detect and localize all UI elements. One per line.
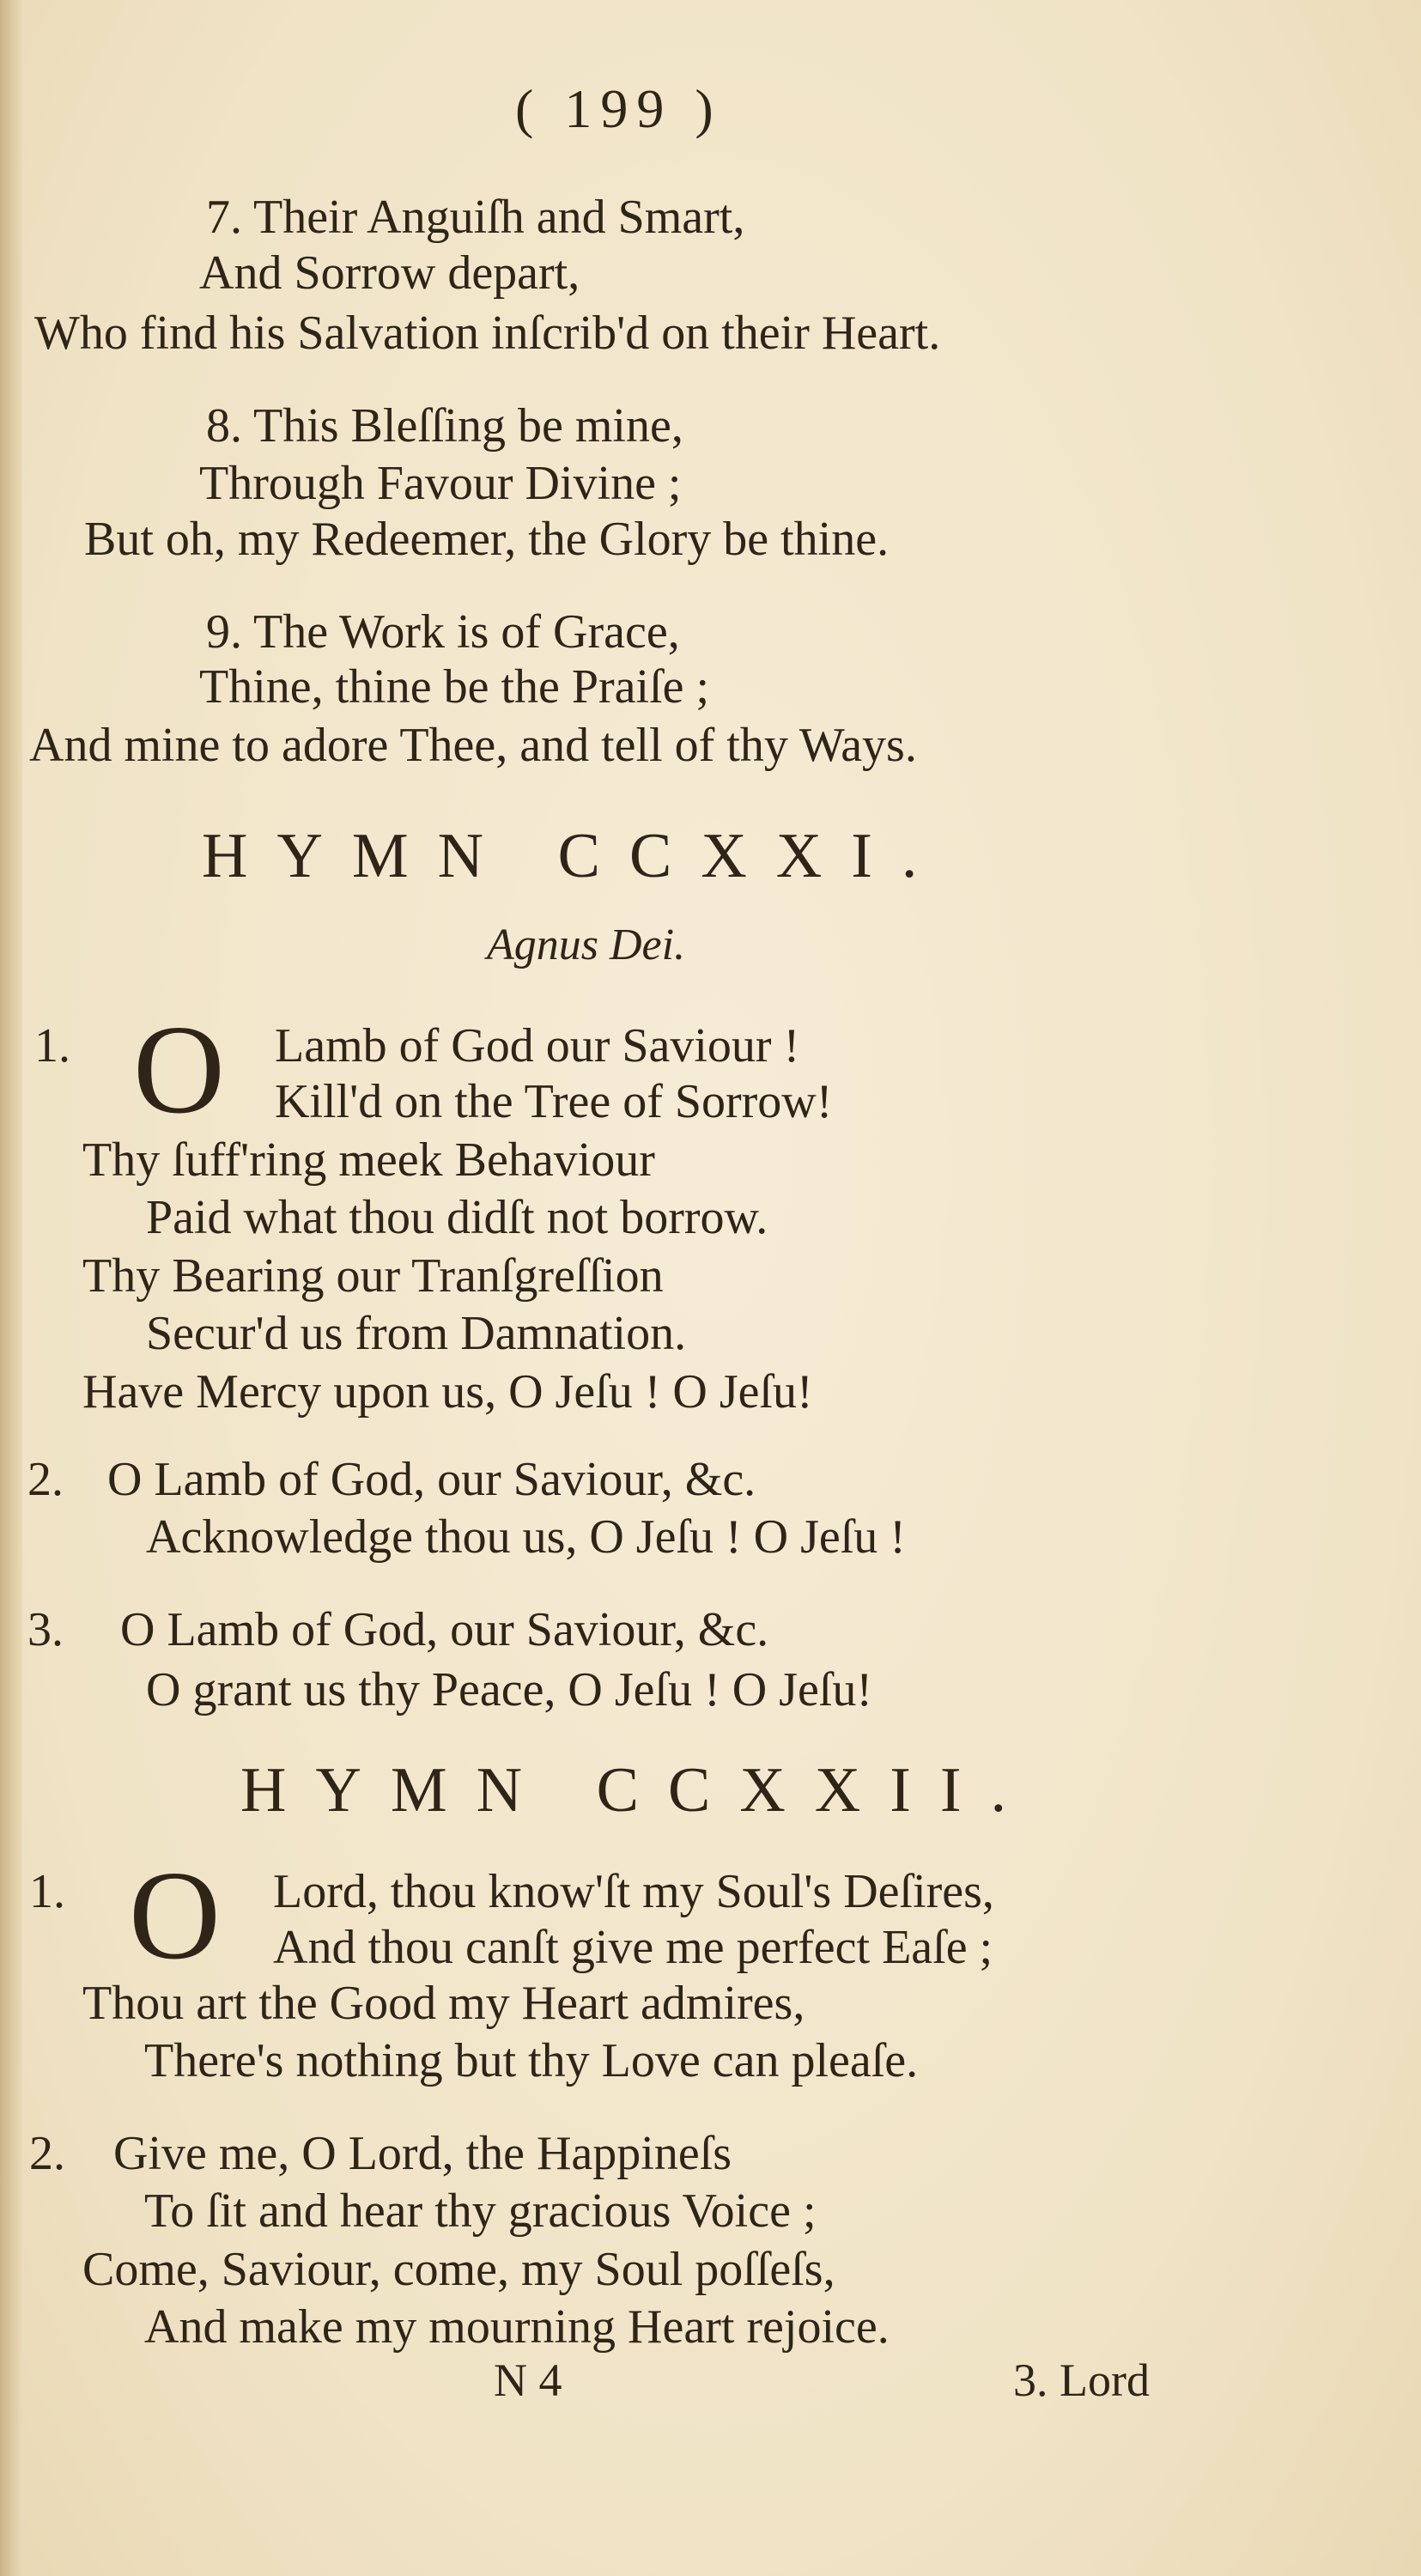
hymn-222-v1-line-4: There's nothing but thy Love can pleaſe. <box>144 2034 919 2087</box>
hymn-221-v1-line-3: Thy ſuff'ring meek Behaviour <box>82 1133 655 1187</box>
hymn-221-v1-line-7: Have Mercy upon us, O Jeſu ! O Jeſu! <box>82 1365 813 1419</box>
hymn-222-v2-line-3: Come, Saviour, come, my Soul poſſeſs, <box>82 2243 835 2296</box>
hymn-221-v2-line-1: O Lamb of God, our Saviour, &c. <box>107 1453 756 1506</box>
hymn-222-v1-line-3: Thou art the Good my Heart admires, <box>82 1977 805 2030</box>
hymn-221-title: HYMN CCXXI. <box>202 821 947 891</box>
hymn-221-subtitle: Agnus Dei. <box>487 920 686 969</box>
hymn-221-dropcap: O <box>133 999 225 1140</box>
hymn-222-dropcap: O <box>129 1845 221 1986</box>
stanza-9-line-2: Thine, thine be the Praiſe ; <box>199 660 710 714</box>
hymn-222-v1-line-2: And thou canſt give me perfect Eaſe ; <box>273 1921 993 1974</box>
page-gutter <box>0 0 22 2576</box>
hymn-221-v1-line-1: Lamb of God our Saviour ! <box>275 1019 800 1072</box>
hymn-222-verse-2-number: 2. <box>29 2127 65 2180</box>
signature-mark: N 4 <box>494 2354 562 2406</box>
stanza-8-line-3: But oh, my Redeemer, the Glory be thine. <box>84 513 890 566</box>
hymn-221-v1-line-2: Kill'd on the Tree of Sorrow! <box>275 1075 833 1128</box>
hymn-221-v2-line-2: Acknowledge thou us, O Jeſu ! O Jeſu ! <box>146 1510 906 1564</box>
hymn-221-verse-3-number: 3. <box>27 1603 64 1656</box>
hymn-221-v3-line-2: O grant us thy Peace, O Jeſu ! O Jeſu! <box>146 1663 873 1716</box>
page-number: ( 199 ) <box>515 78 722 139</box>
stanza-9-line-3: And mine to adore Thee, and tell of thy Ways. <box>29 719 917 772</box>
hymn-221-verse-1-number: 1. <box>34 1019 70 1072</box>
hymn-222-v1-line-1: Lord, thou know'ſt my Soul's Deſires, <box>273 1865 994 1918</box>
stanza-8-line-1: 8. This Bleſſing be mine, <box>206 399 683 453</box>
stanza-7-line-2: And Sorrow depart, <box>199 246 580 300</box>
hymn-221-v1-line-5: Thy Bearing our Tranſgreſſion <box>82 1249 664 1303</box>
hymn-222-v2-line-1: Give me, O Lord, the Happineſs <box>113 2127 732 2180</box>
hymn-222-v2-line-2: To ſit and hear thy gracious Voice ; <box>144 2184 817 2238</box>
stanza-8-line-2: Through Favour Divine ; <box>199 457 682 510</box>
stanza-9-line-1: 9. The Work is of Grace, <box>206 605 680 659</box>
hymn-221-v1-line-6: Secur'd us from Damnation. <box>146 1307 687 1360</box>
stanza-7-line-1: 7. Their Anguiſh and Smart, <box>206 191 745 244</box>
catchword: 3. Lord <box>1013 2354 1150 2406</box>
hymn-221-v3-line-1: O Lamb of God, our Saviour, &c. <box>120 1603 769 1656</box>
hymn-221-verse-2-number: 2. <box>27 1453 64 1506</box>
hymn-222-title: HYMN CCXXII. <box>240 1755 1035 1826</box>
hymn-221-v1-line-4: Paid what thou didſt not borrow. <box>146 1191 768 1244</box>
hymn-222-verse-1-number: 1. <box>29 1865 65 1918</box>
hymn-222-v2-line-4: And make my mourning Heart rejoice. <box>144 2300 890 2354</box>
stanza-7-line-3: Who find his Salvation inſcrib'd on their Heart. <box>34 307 941 360</box>
